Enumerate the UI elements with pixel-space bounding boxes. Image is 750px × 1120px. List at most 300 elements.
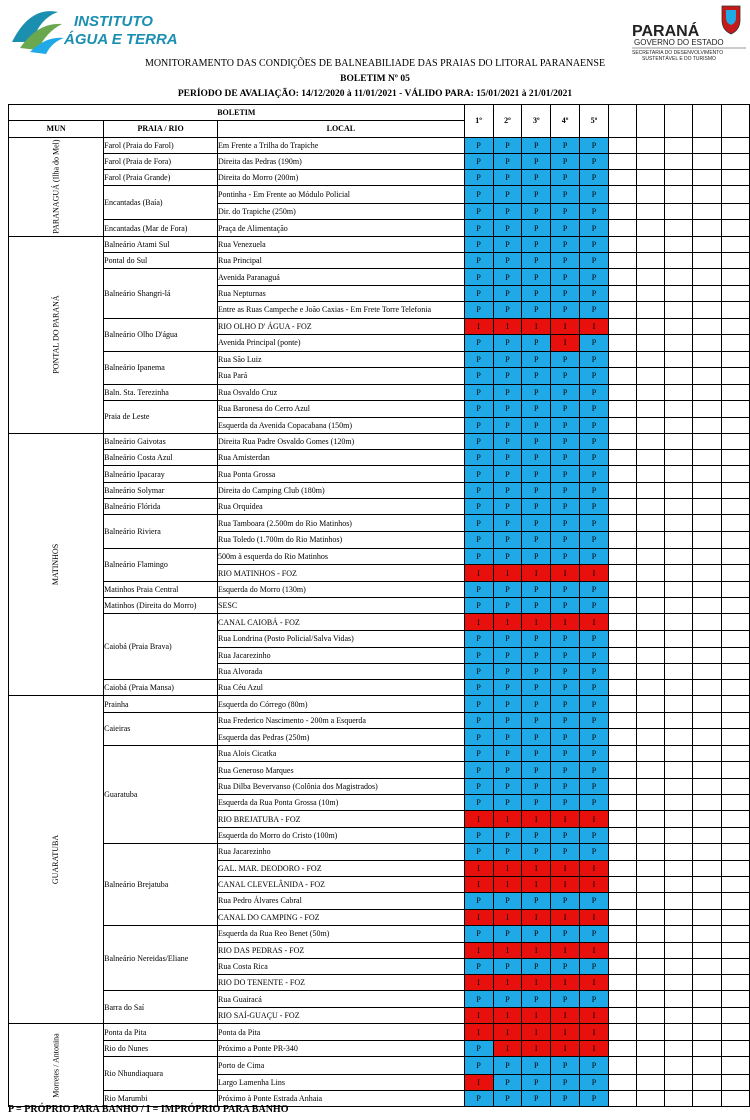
empty-cell [665,581,693,597]
status-proprio: P [464,893,493,909]
empty-cell [608,204,636,220]
local-name: Esquerda do Córrego (80m) [218,696,465,712]
table-row [9,236,750,252]
empty-cell [721,909,749,925]
empty-cell [721,876,749,892]
local-name: Rua Toledo (1.700m do Rio Matinhos) [218,532,465,548]
local-name: Porto de Cima [218,1057,465,1075]
status-proprio: P [551,153,580,169]
status-improprio: I [580,318,609,335]
empty-cell [721,482,749,498]
status-proprio: P [551,285,580,301]
empty-cell [608,450,636,466]
empty-cell [637,762,665,778]
status-proprio: P [464,532,493,548]
status-proprio: P [464,236,493,252]
status-proprio: P [493,1090,522,1106]
empty-cell [608,827,636,843]
empty-cell [637,384,665,400]
local-name: Rua São Luiz [218,351,465,368]
table-row [9,137,750,153]
local-name: Rua Venezuela [218,236,465,252]
empty-cell [721,1074,749,1090]
status-proprio: P [580,220,609,236]
status-proprio: P [580,991,609,1008]
local-name: Pontinha - Em Frente ao Módulo Policial [218,186,465,204]
boletim-header: BOLETIM [9,105,465,121]
status-proprio: P [493,1057,522,1075]
status-proprio: P [493,663,522,679]
praia-name: Rio Marumbi [104,1090,218,1106]
empty-cell [665,384,693,400]
empty-cell [608,712,636,729]
empty-cell [665,170,693,186]
empty-cell [665,450,693,466]
empty-cell [665,532,693,548]
table-row [9,614,750,631]
empty-cell [721,942,749,958]
empty-cell [637,499,665,515]
empty-cell [608,220,636,236]
status-improprio: I [580,1040,609,1056]
status-improprio: I [580,614,609,631]
empty-cell [721,384,749,400]
praia-name: Pontal do Sul [104,252,218,268]
table-row [9,843,750,860]
status-proprio: P [580,827,609,843]
status-proprio: P [551,548,580,565]
status-proprio: P [522,696,551,712]
empty-cell [721,450,749,466]
empty-cell [637,925,665,942]
status-proprio: P [493,285,522,301]
praia-name: Matinhos Praia Central [104,581,218,597]
status-proprio: P [464,1057,493,1075]
status-improprio: I [522,1040,551,1056]
empty-cell [693,400,721,417]
empty-cell [693,991,721,1008]
praia-name: Caiobá (Praia Brava) [104,614,218,680]
local-name: Direita das Pedras (190m) [218,153,465,169]
empty-cell [637,663,665,679]
empty-cell [637,285,665,301]
praia-name: Farol (Praia do Farol) [104,137,218,153]
status-proprio: P [551,663,580,679]
empty-cell [637,400,665,417]
col-praia-header: PRAIA / RIO [104,121,218,137]
empty-cell [608,745,636,762]
empty-cell [693,186,721,204]
status-proprio: P [551,450,580,466]
empty-cell [608,1008,636,1024]
status-proprio: P [493,647,522,663]
empty-cell [721,795,749,811]
status-proprio: P [522,351,551,368]
table-row [9,482,750,498]
status-improprio: I [522,909,551,925]
status-proprio: P [464,647,493,663]
status-proprio: P [464,499,493,515]
local-name: RIO OLHO D' ÁGUA - FOZ [218,318,465,335]
status-proprio: P [522,417,551,433]
empty-cell [637,1090,665,1106]
table-row [9,269,750,286]
empty-cell [608,647,636,663]
empty-cell [721,581,749,597]
status-proprio: P [464,433,493,449]
empty-cell [665,204,693,220]
empty-cell [608,1040,636,1056]
empty-cell [665,351,693,368]
status-proprio: P [493,778,522,794]
status-proprio: P [580,745,609,762]
status-proprio: P [464,598,493,614]
status-proprio: P [464,991,493,1008]
praia-name: Caieiras [104,712,218,745]
empty-cell [693,417,721,433]
status-proprio: P [551,843,580,860]
status-improprio: I [580,1024,609,1040]
empty-cell [637,909,665,925]
empty-cell [721,186,749,204]
empty-cell [721,499,749,515]
status-proprio: P [551,400,580,417]
empty-cell [665,729,693,745]
empty-cell [721,762,749,778]
praia-name: Balneário Nereidas/Eliane [104,925,218,991]
table-row [9,515,750,532]
empty-cell [665,843,693,860]
municipio-name: PARANAGUÁ (Ilha do Mel) [51,139,61,234]
local-name: Próximo a Ponte PR-340 [218,1040,465,1056]
status-improprio: I [493,1008,522,1024]
empty-cell [721,368,749,384]
empty-cell [608,991,636,1008]
empty-cell [693,368,721,384]
table-row [9,499,750,515]
empty-cell [665,499,693,515]
empty-cell [665,1024,693,1040]
status-improprio: I [551,614,580,631]
status-improprio: I [522,1024,551,1040]
empty-cell [721,745,749,762]
local-name: Dir. do Trapiche (250m) [218,204,465,220]
empty-cell [637,368,665,384]
table-row [9,186,750,204]
instituto-agua-e-terra-logo [6,2,196,56]
empty-cell [693,745,721,762]
empty-cell [693,614,721,631]
logo-line2: ÁGUA E TERRA [64,31,178,48]
status-proprio: P [464,958,493,974]
empty-cell [721,975,749,991]
status-proprio: P [493,384,522,400]
status-proprio: P [464,515,493,532]
empty-cell [693,631,721,647]
status-proprio: P [522,778,551,794]
status-proprio: P [551,696,580,712]
table-row [9,318,750,335]
status-proprio: P [580,1057,609,1075]
empty-cell [637,1008,665,1024]
status-proprio: P [551,647,580,663]
local-name: RIO SAÍ-GUAÇU - FOZ [218,1008,465,1024]
empty-cell [665,417,693,433]
status-improprio: I [551,318,580,335]
praia-name: Ponta da Pita [104,1024,218,1040]
empty-cell [693,1040,721,1056]
empty-cell [693,860,721,876]
empty-cell [693,696,721,712]
status-proprio: P [464,400,493,417]
empty-cell [608,186,636,204]
local-name: Esquerda da Rua Reo Benet (50m) [218,925,465,942]
status-proprio: P [551,631,580,647]
praia-name: Balneário Flamingo [104,548,218,581]
empty-cell [637,745,665,762]
empty-cell [608,860,636,876]
status-proprio: P [493,433,522,449]
status-proprio: P [464,762,493,778]
table-row [9,696,750,712]
empty-cell [721,925,749,942]
status-proprio: P [493,827,522,843]
status-improprio: I [551,860,580,876]
empty-cell [665,400,693,417]
empty-cell [721,614,749,631]
empty-cell [693,515,721,532]
status-proprio: P [551,1074,580,1090]
status-proprio: P [493,368,522,384]
status-proprio: P [464,252,493,268]
status-proprio: P [522,153,551,169]
empty-cell [693,1074,721,1090]
status-proprio: P [551,893,580,909]
local-name: Próximo à Ponte Estrada Anhaia [218,1090,465,1106]
status-proprio: P [464,351,493,368]
status-improprio: I [464,1074,493,1090]
status-proprio: P [580,581,609,597]
empty-cell [721,1040,749,1056]
empty-cell [637,433,665,449]
status-proprio: P [580,499,609,515]
empty-cell [665,860,693,876]
status-proprio: P [464,745,493,762]
empty-cell [637,811,665,827]
status-proprio: P [522,647,551,663]
status-proprio: P [464,137,493,153]
status-proprio: P [551,762,580,778]
col-local-header: LOCAL [218,121,465,137]
status-improprio: I [551,811,580,827]
empty-cell [637,137,665,153]
empty-cell [608,1057,636,1075]
status-improprio: I [493,811,522,827]
status-proprio: P [464,795,493,811]
empty-cell [637,680,665,696]
empty-cell [693,1008,721,1024]
status-proprio: P [551,384,580,400]
status-proprio: P [493,351,522,368]
status-proprio: P [522,631,551,647]
status-proprio: P [551,204,580,220]
status-proprio: P [580,598,609,614]
empty-cell [637,417,665,433]
local-name: Esquerda da Avenida Copacabana (150m) [218,417,465,433]
status-proprio: P [493,696,522,712]
empty-cell [637,351,665,368]
status-proprio: P [522,220,551,236]
status-proprio: P [464,466,493,482]
empty-cell [693,351,721,368]
empty-cell [637,1040,665,1056]
empty-cell [608,400,636,417]
status-proprio: P [522,598,551,614]
municipio-name: Morretes / Antonina [51,1033,61,1098]
local-name: 500m à esquerda do Rio Matinhos [218,548,465,565]
status-proprio: P [464,843,493,860]
empty-cell [693,532,721,548]
local-name: Ponta da Pita [218,1024,465,1040]
municipio-cell [9,1024,104,1107]
municipio-cell [9,433,104,696]
empty-cell [721,351,749,368]
empty-cell [637,843,665,860]
status-proprio: P [551,712,580,729]
praia-name: Balneário Gaivotas [104,433,218,449]
empty-cell [693,252,721,268]
status-proprio: P [522,762,551,778]
status-proprio: P [522,795,551,811]
empty-cell [665,876,693,892]
empty-cell [693,876,721,892]
status-improprio: I [580,1008,609,1024]
empty-cell [637,170,665,186]
empty-cell [665,712,693,729]
status-proprio: P [522,1057,551,1075]
status-improprio: I [522,942,551,958]
empty-col-header [665,105,693,138]
empty-cell [693,548,721,565]
status-proprio: P [580,548,609,565]
empty-cell [608,581,636,597]
empty-cell [693,335,721,351]
local-name: Em Frente a Trilha do Trapiche [218,137,465,153]
empty-cell [665,680,693,696]
empty-cell [608,153,636,169]
status-improprio: I [522,860,551,876]
empty-cell [665,762,693,778]
empty-cell [721,1090,749,1106]
empty-cell [608,417,636,433]
status-proprio: P [580,466,609,482]
status-proprio: P [464,696,493,712]
status-improprio: I [493,909,522,925]
local-name: Rua Amisterdan [218,450,465,466]
empty-cell [693,450,721,466]
empty-cell [721,433,749,449]
empty-cell [693,153,721,169]
empty-cell [721,153,749,169]
empty-cell [665,909,693,925]
status-improprio: I [522,1008,551,1024]
status-proprio: P [551,581,580,597]
praia-name: Balneário Ipacaray [104,466,218,482]
status-proprio: P [522,712,551,729]
status-proprio: P [493,186,522,204]
empty-cell [721,318,749,335]
table-body [9,137,750,1107]
empty-cell [721,565,749,581]
status-proprio: P [493,795,522,811]
empty-cell [693,1024,721,1040]
status-improprio: I [493,614,522,631]
empty-cell [637,958,665,974]
status-improprio: I [464,876,493,892]
local-name: Rua Ponta Grossa [218,466,465,482]
status-improprio: I [551,565,580,581]
empty-cell [637,220,665,236]
empty-cell [665,696,693,712]
empty-cell [637,252,665,268]
logo-governo: GOVERNO DO ESTADO [634,38,724,47]
empty-cell [665,598,693,614]
empty-cell [665,631,693,647]
status-proprio: P [580,302,609,318]
empty-cell [693,712,721,729]
empty-cell [608,318,636,335]
praia-name: Rio do Nunes [104,1040,218,1056]
empty-cell [608,236,636,252]
empty-cell [721,843,749,860]
local-name: CANAL DO CAMPING - FOZ [218,909,465,925]
status-proprio: P [580,893,609,909]
empty-cell [665,252,693,268]
local-name: Rua Londrina (Posto Policial/Salva Vidas) [218,631,465,647]
empty-cell [693,466,721,482]
status-proprio: P [522,745,551,762]
empty-cell [608,252,636,268]
empty-cell [693,680,721,696]
empty-cell [608,269,636,286]
empty-cell [637,515,665,532]
empty-cell [665,318,693,335]
status-proprio: P [493,729,522,745]
empty-cell [665,186,693,204]
empty-cell [637,236,665,252]
empty-cell [721,220,749,236]
status-proprio: P [522,548,551,565]
local-name: Esquerda do Morro (130m) [218,581,465,597]
local-name: Rua Céu Azul [218,680,465,696]
status-proprio: P [522,450,551,466]
empty-cell [693,384,721,400]
empty-cell [693,827,721,843]
empty-cell [721,170,749,186]
praia-name: Caiobá (Praia Mansa) [104,680,218,696]
local-name: Rua Jacarezinho [218,843,465,860]
local-name: Avenida Principal (ponte) [218,335,465,351]
status-proprio: P [493,581,522,597]
status-proprio: P [522,680,551,696]
local-name: Rua Generoso Marques [218,762,465,778]
empty-cell [637,1074,665,1090]
municipio-name: GUARATUBA [51,835,61,885]
status-proprio: P [493,450,522,466]
logo-parana: PARANÁ [632,23,700,40]
status-proprio: P [493,482,522,498]
status-proprio: P [551,170,580,186]
